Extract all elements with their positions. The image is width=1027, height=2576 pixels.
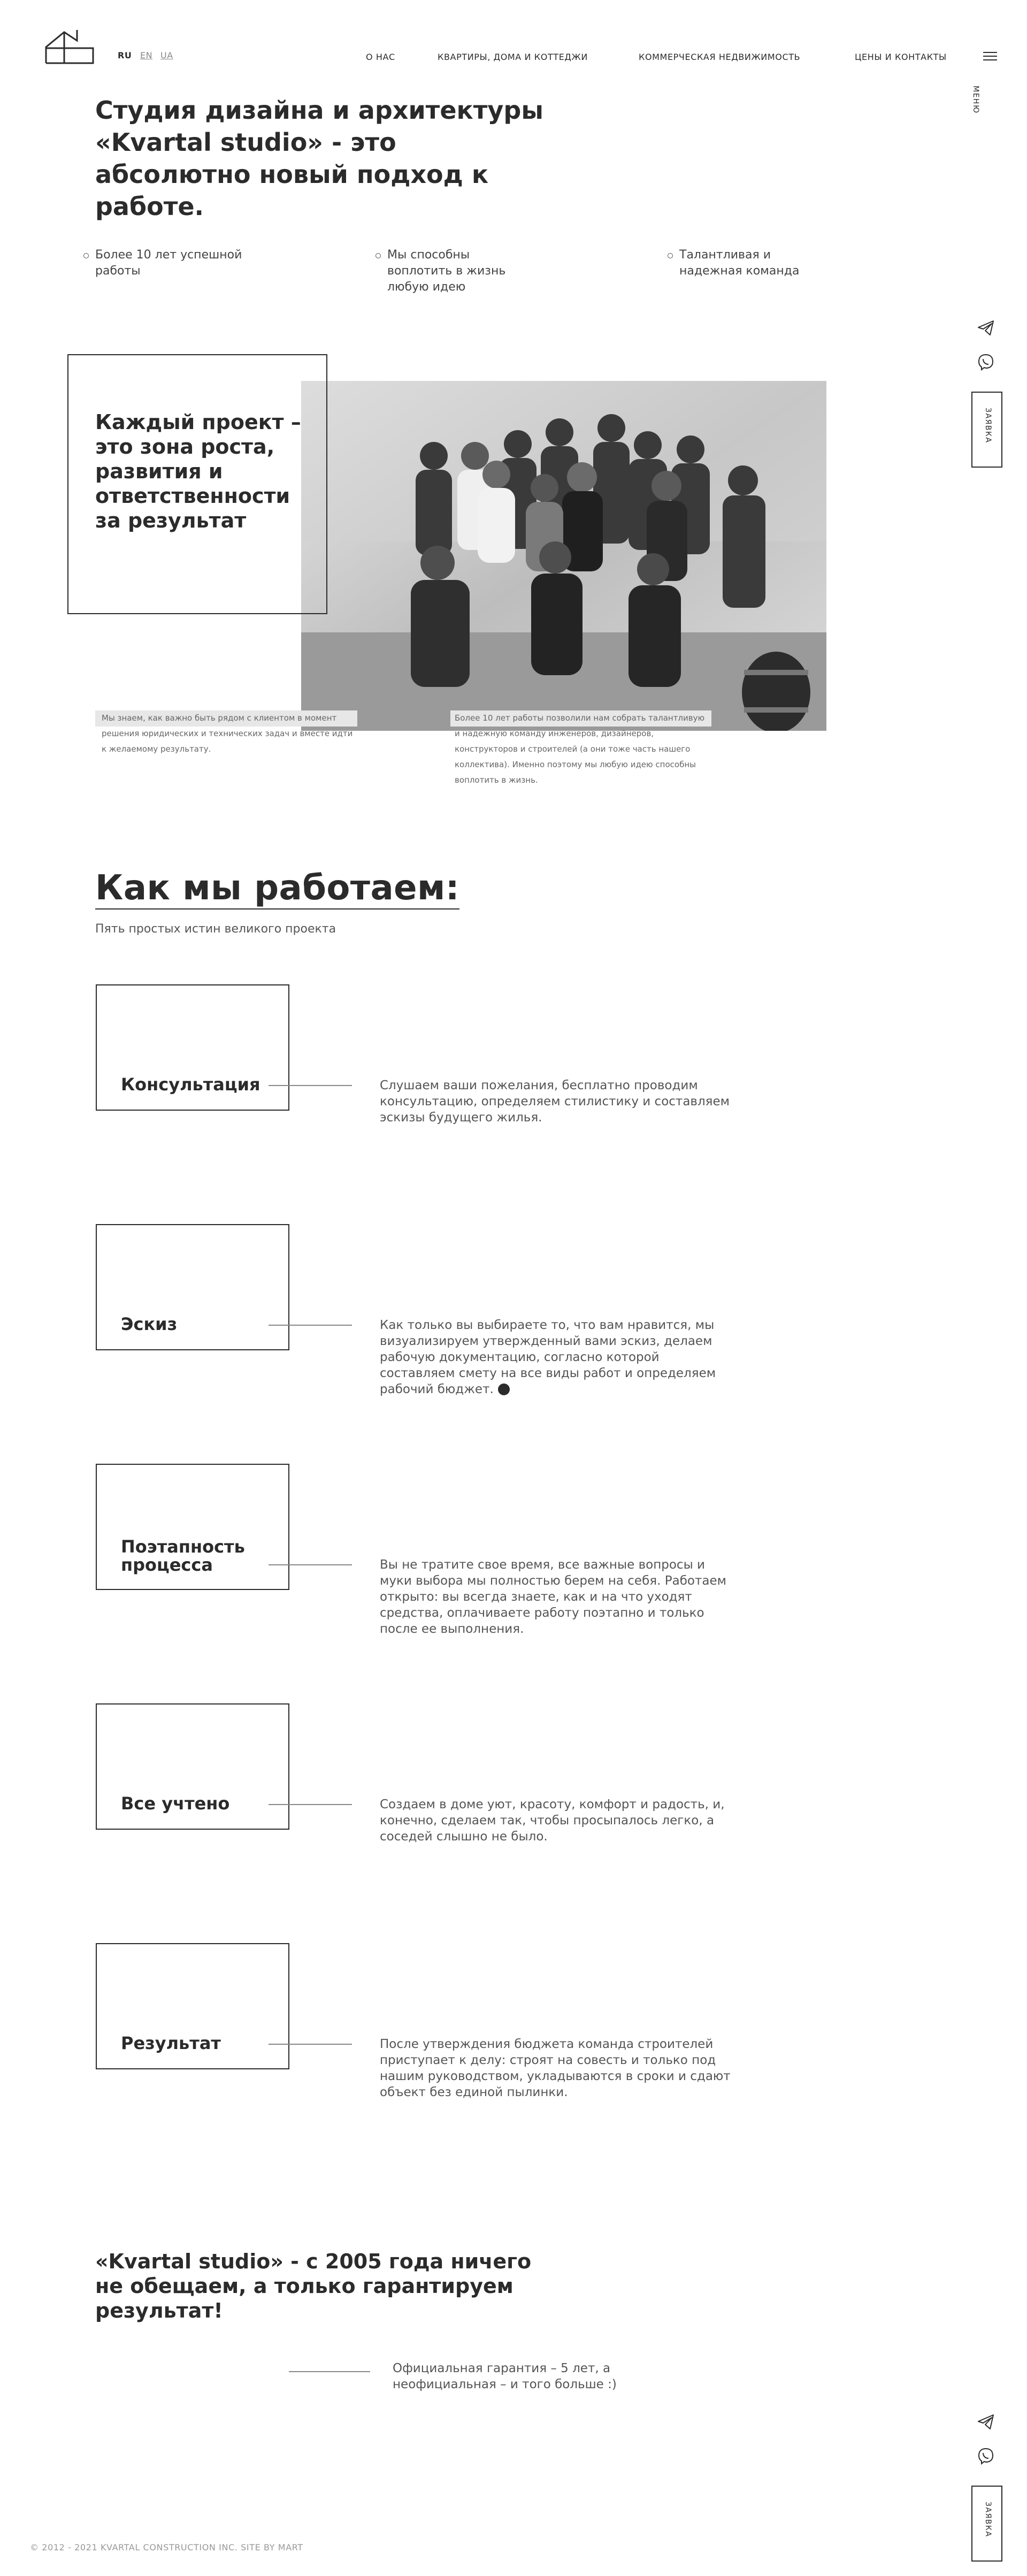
step-2-desc [380, 1317, 733, 1397]
how-subtitle: Пять простых истин великого проекта [95, 922, 336, 936]
team-title: Каждый проект – это зона роста, развития и ответственности за результат [95, 410, 301, 532]
guarantee-line [289, 2371, 370, 2372]
nav-commercial[interactable]: КОММЕРЧЕСКАЯ НЕДВИЖИМОСТЬ [639, 52, 801, 62]
step-4-line [269, 1804, 352, 1805]
step-2-title: Эскиз [121, 1314, 178, 1334]
menu-label[interactable]: МЕНЮ [971, 86, 980, 114]
nav-prices-contacts[interactable]: ЦЕНЫ И КОНТАКТЫ [855, 52, 947, 62]
step-5-title: Результат [121, 2033, 221, 2053]
telegram-icon[interactable] [977, 319, 995, 337]
telegram-icon[interactable] [977, 2413, 995, 2431]
footer-copyright: © 2012 - 2021 KVARTAL CONSTRUCTION INC. SITE BY MART [30, 2542, 303, 2552]
team-caption-right: Более 10 лет работы позволили нам собрать талантливую и надежную команду инженеров, дизайнеров, конструкторов и строителей (а они тоже часть нашего коллектива). Именно поэтому мы любую идею способны воплотить в жизнь. [455, 713, 705, 785]
bottom-title: «Kvartal studio» - с 2005 года ничего не обещаем, а только гарантируем результат! [95, 2250, 532, 2322]
how-title: Как мы работаем: [95, 868, 459, 909]
step-1-title: Консультация [121, 1074, 260, 1095]
guarantee-text: Официальная гарантия – 5 лет, а неофициальная – и того больше :) [393, 2361, 617, 2391]
viber-icon[interactable] [977, 353, 995, 371]
step-1-line [269, 1085, 352, 1086]
step-1-desc: Слушаем ваши пожелания, бесплатно проводим консультацию, определяем стилистику и составляем эскизы будущего жилья. [380, 1079, 730, 1125]
team-photo [301, 381, 826, 731]
lang-en[interactable]: EN [140, 50, 153, 60]
request-button-bottom[interactable] [971, 2486, 1002, 2562]
bullet-dot-icon [498, 1383, 510, 1395]
step-3-title: Поэтапность процесса [121, 1537, 245, 1575]
step-2-desc-text: Как только вы выбираете то, что вам нравится, мы визуализируем утвержденный вами эскиз, делаем рабочую документацию, согласно которой составляем смету на все виды работ и определяем рабочий бюджет. [380, 1318, 716, 1396]
step-4-desc: Создаем в доме уют, красоту, комфорт и радость, и, конечно, сделаем так, чтобы просыпалось легко, а соседей слышно не было. [380, 1798, 725, 1844]
hero-bullet-ideas: Мы способны воплотить в жизнь любую идею [375, 247, 536, 295]
menu-burger-icon[interactable] [983, 52, 997, 60]
request-button-label: ЗАЯВКА [984, 408, 992, 444]
lang-ru[interactable]: RU [118, 50, 132, 60]
request-button-label: ЗАЯВКА [984, 2502, 992, 2537]
step-4-title: Все учтено [121, 1793, 230, 1814]
step-5-line [269, 2044, 352, 2045]
hero-bullet-experience: Более 10 лет успешной работы [83, 247, 244, 279]
team-caption-left: Мы знаем, как важно быть рядом с клиентом в момент решения юридических и технических задач и вместе идти к желаемому результату. [102, 713, 353, 754]
step-3-desc: Вы не тратите свое время, все важные вопросы и муки выбора мы полностью берем на себя. Работаем открыто: вы всегда знаете, как и на что уходят средства, оплачиваете работу поэтапно и только после ее выполнения. [380, 1558, 726, 1636]
step-2-line [269, 1325, 352, 1326]
nav-apartments[interactable]: КВАРТИРЫ, ДОМА И КОТТЕДЖИ [438, 52, 588, 62]
viber-icon[interactable] [977, 2447, 995, 2465]
nav-about[interactable]: О НАС [366, 52, 395, 62]
lang-ua[interactable]: UA [160, 50, 173, 60]
step-5-desc: После утверждения бюджета команда строителей приступает к делу: строят на совесть и только под нашим руководством, укладываются в сроки и сдают объект без единой пылинки. [380, 2037, 731, 2099]
hero-bullet-team: Талантливая и надежная команда [668, 247, 828, 279]
hero-title: Студия дизайна и архитектуры «Kvartal studio» - это абсолютно новый подход к работе. [95, 96, 543, 221]
logo-icon[interactable] [45, 29, 94, 64]
step-3-line [269, 1564, 352, 1565]
request-button[interactable] [971, 392, 1002, 468]
